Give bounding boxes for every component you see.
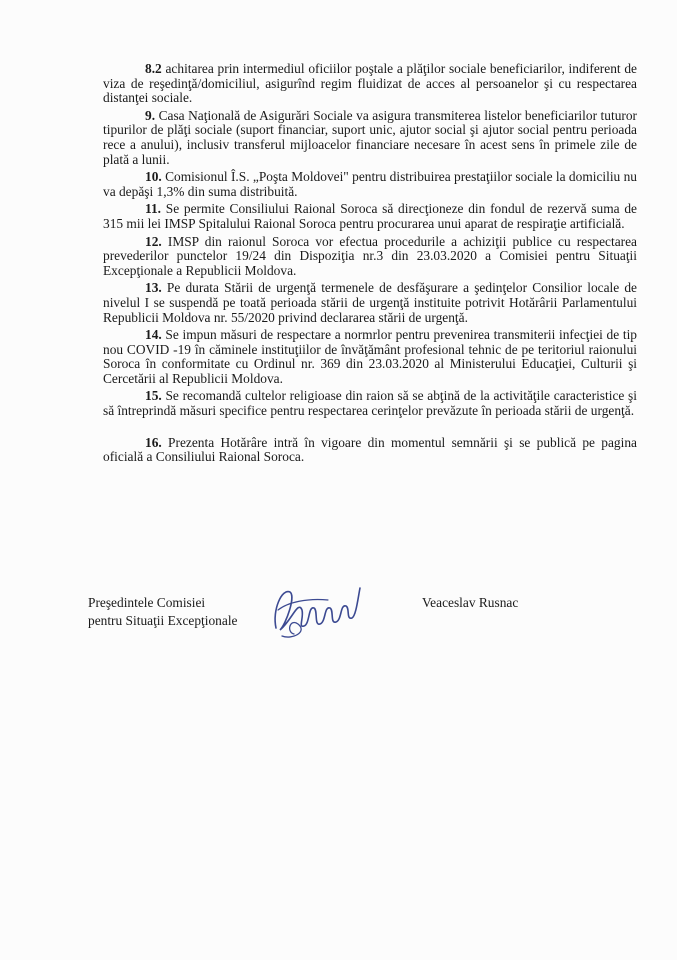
paragraph-13: 13. Pe durata Stării de urgenţă termenele de desfăşurare a şedinţelor Consilior locale de nivelul I se suspendă pe toată perioada stării de urgenţă instituite potrivit Hotărârii Parlamentului Republicii Moldova nr. 55/2020 privind declararea stării de urgenţă.: [103, 280, 637, 325]
signatory-title-line1: Preşedintele Comisiei: [88, 595, 206, 610]
paragraph-12: 12. IMSP din raionul Soroca vor efectua procedurile a achiziţii publice cu respectarea prevederilor punctelor 19/24 din Dispoziţia nr.3 din 23.03.2020 a Comisiei pentru Situaţii Excepţionale a Republicii Moldova.: [103, 233, 637, 278]
handwritten-signature-icon: [268, 580, 368, 642]
signature-block: [88, 594, 608, 654]
paragraph-14: 14. Se impun măsuri de respectare a normrlor pentru prevenirea transmiterii infecţiei de tip nou COVID -19 în căminele instituţiilor de învăţământ profesional tehnic de pe teritoriul raionului Soroca în conformitate cu Ordinul nr. 369 din 23.03.2020 al Ministerului Educaţiei, Culturii şi Cercetării al Republicii Moldova.: [103, 327, 637, 386]
paragraph-8-2: 8.2 achitarea prin intermediul oficiilor poştale a plăţilor sociale beneficiarilor, indiferent de viza de reşedinţă/domiciliul, asigurînd regim fluidizat de acces al persoanelor şi cu respectarea distanţei sociale.: [103, 61, 637, 106]
paragraph-11: 11. Se permite Consiliului Raional Soroca să direcţioneze din fondul de rezervă suma de 315 mii lei IMSP Spitalului Raional Soroca pentru procurarea unui aparat de respiraţie artificială.: [103, 201, 637, 231]
signatory-title: [88, 594, 238, 630]
paragraph-10: 10. Comisionul Î.S. „Poşta Moldovei" pentru distribuirea prestaţiilor sociale la domiciliu nu va depăşi 1,3% din suma distribuită.: [103, 169, 637, 199]
document-body: [103, 62, 637, 468]
signatory-name: Veaceslav Rusnac: [422, 595, 519, 610]
paragraph-9: 9. Casa Naţională de Asigurări Sociale va asigura transmiterea listelor beneficiarilor tuturor tipurilor de plăţi sociale (suport financiar, suport unic, ajutor social şi ajutor social pentru perioada rece a anului), inclusiv transferul mijloacelor financiare necesare în acest sens în primele zile de plată a lunii.: [103, 107, 637, 167]
paragraph-16: 16. Prezenta Hotărâre intră în vigoare din momentul semnării şi se publică pe pagina oficială a Consiliului Raional Soroca.: [103, 434, 637, 465]
signatory-title-line2: pentru Situaţii Excepţionale: [88, 613, 238, 628]
paragraph-15: 15. Se recomandă cultelor religioase din raion să se abţină de la activităţile caracteristice şi să întreprindă măsuri specifice pentru respectarea cerinţelor prevăzute în perioada stării de urgenţă.: [103, 388, 637, 419]
